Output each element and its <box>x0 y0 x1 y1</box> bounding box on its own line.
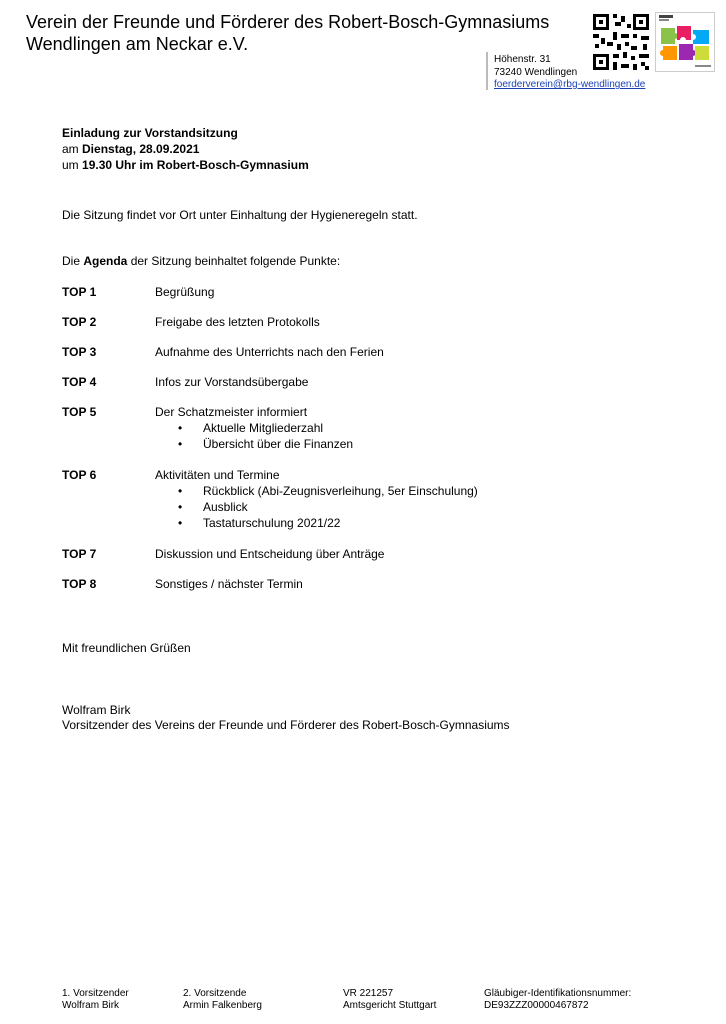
agenda-item-label: TOP 4 <box>62 375 97 389</box>
agenda-item-label: TOP 6 <box>62 468 97 482</box>
agenda-subitem: Rückblick (Abi-Zeugnisverleihung, 5er Einschulung) <box>203 484 478 498</box>
agenda-item-label: TOP 7 <box>62 547 97 561</box>
agenda-item-text: Begrüßung <box>155 285 215 299</box>
agenda-item-text: Diskussion und Entscheidung über Anträge <box>155 547 385 561</box>
agenda-item-label: TOP 8 <box>62 577 97 591</box>
closing-greeting: Mit freundlichen Grüßen <box>62 641 191 655</box>
invitation-title: Einladung zur Vorstandsitzung <box>62 126 238 140</box>
agenda-item-text: Aufnahme des Unterrichts nach den Ferien <box>155 345 384 359</box>
invitation-date: Dienstag, 28.09.2021 <box>82 142 200 156</box>
signature-name: Wolfram Birk <box>62 703 131 717</box>
address-city: 73240 Wendlingen <box>494 67 578 78</box>
footer-chair-name: Wolfram Birk <box>62 1000 120 1011</box>
agenda-subitem: Tastaturschulung 2021/22 <box>203 516 341 530</box>
agenda-subitem: Ausblick <box>203 500 248 514</box>
bullet-icon: • <box>178 484 183 498</box>
agenda-item-text: Der Schatzmeister informiert <box>155 405 308 419</box>
bullet-icon: • <box>178 421 183 435</box>
hygiene-note: Die Sitzung findet vor Ort unter Einhaltung der Hygieneregeln statt. <box>62 208 418 222</box>
agenda-item-label: TOP 5 <box>62 405 97 419</box>
invitation-date-line: am Dienstag, 28.09.2021 <box>62 142 200 156</box>
email-link[interactable]: foerderverein@rbg-wendlingen.de <box>494 79 646 90</box>
footer-creditor-id: DE93ZZZ00000467872 <box>484 1000 589 1011</box>
address-street: Höhenstr. 31 <box>494 54 551 65</box>
agenda-item-label: TOP 2 <box>62 315 97 329</box>
agenda-item-text: Aktivitäten und Termine <box>155 468 280 482</box>
footer-creditor-label: Gläubiger-Identifikationsnummer: <box>484 988 632 999</box>
invitation-time-place: 19.30 Uhr im Robert-Bosch-Gymnasium <box>82 158 309 172</box>
address-divider <box>486 52 488 90</box>
agenda-intro: Die Agenda der Sitzung beinhaltet folgende Punkte: <box>62 254 341 268</box>
agenda-item-text: Infos zur Vorstandsübergabe <box>155 375 309 389</box>
org-name-line2: Wendlingen am Neckar e.V. <box>26 34 249 54</box>
foerderverein-logo <box>655 12 715 72</box>
bullet-icon: • <box>178 516 183 530</box>
org-name-line1: Verein der Freunde und Förderer des Robert-Bosch-Gymnasiums <box>26 12 550 32</box>
signature-role: Vorsitzender des Vereins der Freunde und Förderer des Robert-Bosch-Gymnasiums <box>62 718 510 732</box>
agenda-item-text: Sonstiges / nächster Termin <box>155 577 303 591</box>
bullet-icon: • <box>178 437 183 451</box>
agenda-item-label: TOP 3 <box>62 345 97 359</box>
agenda-item-text: Freigabe des letzten Protokolls <box>155 315 320 329</box>
qr-code-icon <box>591 12 651 72</box>
agenda-subitem: Aktuelle Mitgliederzahl <box>203 421 324 435</box>
agenda-word: Agenda <box>83 254 128 268</box>
agenda-item-label: TOP 1 <box>62 285 97 299</box>
invitation-time-line: um 19.30 Uhr im Robert-Bosch-Gymnasium <box>62 158 309 172</box>
footer-vice-name: Armin Falkenberg <box>183 1000 262 1011</box>
footer-register-number: VR 221257 <box>343 988 394 999</box>
bullet-icon: • <box>178 500 183 514</box>
footer-vice-title: 2. Vorsitzende <box>183 988 247 999</box>
footer-chair-title: 1. Vorsitzender <box>62 988 129 999</box>
agenda-subitem: Übersicht über die Finanzen <box>203 437 354 451</box>
footer-register-court: Amtsgericht Stuttgart <box>343 1000 437 1011</box>
